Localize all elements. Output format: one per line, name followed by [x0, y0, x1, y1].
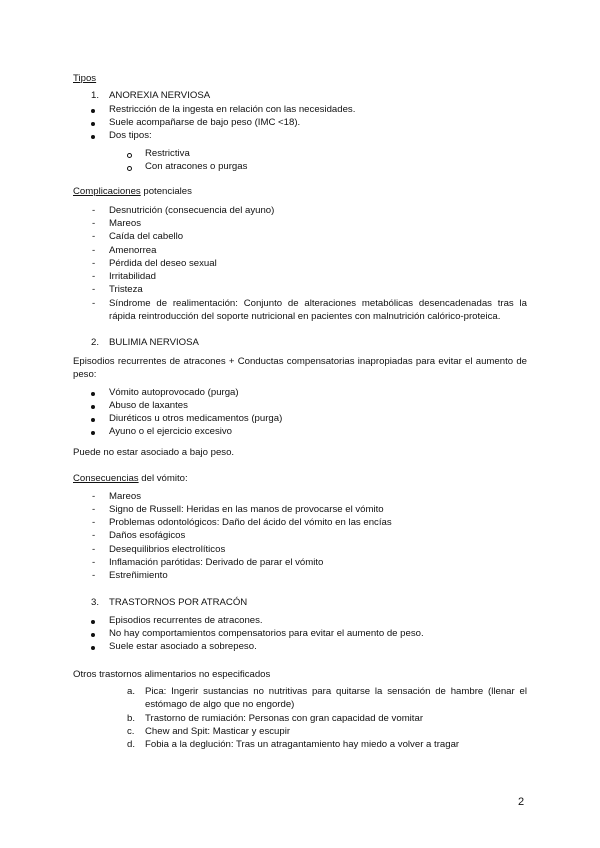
dash-icon: - [92, 258, 96, 269]
list-letter: d. [127, 739, 136, 750]
complicaciones-heading [73, 185, 192, 198]
dash-icon: - [92, 205, 96, 216]
list-item: Fobia a la deglución: Tras un atragantamiento hay miedo a volver a tragar [145, 739, 460, 750]
list-item: Caída del cabello [109, 231, 184, 242]
bullet-dot-icon [91, 392, 95, 396]
list-letter: c. [127, 726, 135, 737]
list-item: Tristeza [109, 284, 143, 295]
dash-icon: - [92, 245, 96, 256]
list-item: Vómito autoprovocado (purga) [109, 387, 239, 398]
list-letter: a. [127, 686, 136, 697]
dash-icon: - [92, 231, 96, 242]
section-1-number: 1. [91, 90, 100, 101]
list-item: Irritabilidad [109, 271, 156, 282]
section-2-number: 2. [91, 337, 100, 348]
dash-icon: - [92, 504, 96, 515]
dash-icon: - [92, 284, 96, 295]
list-item: Daños esofágicos [109, 530, 186, 541]
section-2-title: BULIMIA NERVIOSA [109, 337, 199, 348]
list-item: Desequilibrios electrolíticos [109, 544, 226, 555]
bullet-dot-icon [91, 646, 95, 650]
list-item: Suele acompañarse de bajo peso (IMC <18). [109, 117, 301, 128]
list-item: Pérdida del deseo sexual [109, 258, 217, 269]
bullet-dot-icon [91, 109, 95, 113]
list-subitem: Restrictiva [145, 148, 190, 159]
list-item: Mareos [109, 491, 141, 502]
bullet-dot-icon [91, 135, 95, 139]
page-number: 2 [518, 796, 525, 808]
list-item: Mareos [109, 218, 141, 229]
list-item: Signo de Russell: Heridas en las manos de provocarse el vómito [109, 504, 384, 515]
list-letter: b. [127, 713, 136, 724]
dash-icon: - [92, 530, 96, 541]
list-subitem: Con atracones o purgas [145, 161, 248, 172]
list-item: Inflamación parótidas: Derivado de parar el vómito [109, 557, 324, 568]
complicaciones-heading-rest: potenciales [140, 186, 192, 197]
consecuencias-heading [73, 472, 188, 485]
section-3-title: TRASTORNOS POR ATRACÓN [109, 597, 248, 608]
dash-icon: - [92, 544, 96, 555]
section-3-number: 3. [91, 597, 100, 608]
tipos-heading: Tipos [73, 73, 97, 84]
list-item: Chew and Spit: Masticar y escupir [145, 726, 291, 737]
bullet-circle-icon [127, 166, 132, 171]
dash-icon: - [92, 557, 96, 568]
list-item: Problemas odontológicos: Daño del ácido del vómito en las encías [109, 517, 392, 528]
otros-heading: Otros trastornos alimentarios no especificados [73, 669, 271, 680]
list-item: Amenorrea [109, 245, 157, 256]
bulimia-intro: Episodios recurrentes de atracones + Conductas compensatorias inapropiadas para evitar el aumento de peso: [73, 356, 527, 381]
consecuencias-heading-underlined: Consecuencias [73, 473, 139, 484]
list-item: Episodios recurrentes de atracones. [109, 615, 263, 626]
bullet-dot-icon [91, 418, 95, 422]
bulimia-note: Puede no estar asociado a bajo peso. [73, 447, 235, 458]
dash-icon: - [92, 298, 96, 309]
bullet-dot-icon [91, 405, 95, 409]
consecuencias-heading-rest: del vómito: [138, 473, 188, 484]
bullet-dot-icon [91, 633, 95, 637]
dash-icon: - [92, 271, 96, 282]
list-item: Abuso de laxantes [109, 400, 188, 411]
bullet-dot-icon [91, 122, 95, 126]
dash-icon: - [92, 218, 96, 229]
list-item: Dos tipos: [109, 130, 152, 141]
dash-icon: - [92, 570, 96, 581]
dash-icon: - [92, 491, 96, 502]
section-1-title: ANOREXIA NERVIOSA [109, 90, 211, 101]
list-item: No hay comportamientos compensatorios para evitar el aumento de peso. [109, 628, 424, 639]
complicaciones-heading-underlined: Complicaciones [73, 186, 141, 197]
bullet-dot-icon [91, 620, 95, 624]
list-item: Ayuno o el ejercicio excesivo [109, 426, 233, 437]
list-item: Desnutrición (consecuencia del ayuno) [109, 205, 275, 216]
list-item: Suele estar asociado a sobrepeso. [109, 641, 257, 652]
list-item: Trastorno de rumiación: Personas con gran capacidad de vomitar [145, 713, 424, 724]
bullet-dot-icon [91, 431, 95, 435]
list-item: Diuréticos u otros medicamentos (purga) [109, 413, 283, 424]
bullet-circle-icon [127, 153, 132, 158]
sindrome-paragraph: Síndrome de realimentación: Conjunto de alteraciones metabólicas desencadenadas tras la rápida reintroducción del soporte nutricional en pacientes con malnutrición calórico-proteica. [109, 298, 527, 323]
list-item: Restricción de la ingesta en relación con las necesidades. [109, 104, 356, 115]
list-item: Pica: Ingerir sustancias no nutritivas para quitarse la sensación de hambre (llenar el estómago de algo que no engorde) [145, 686, 527, 711]
dash-icon: - [92, 517, 96, 528]
list-item: Estreñimiento [109, 570, 168, 581]
